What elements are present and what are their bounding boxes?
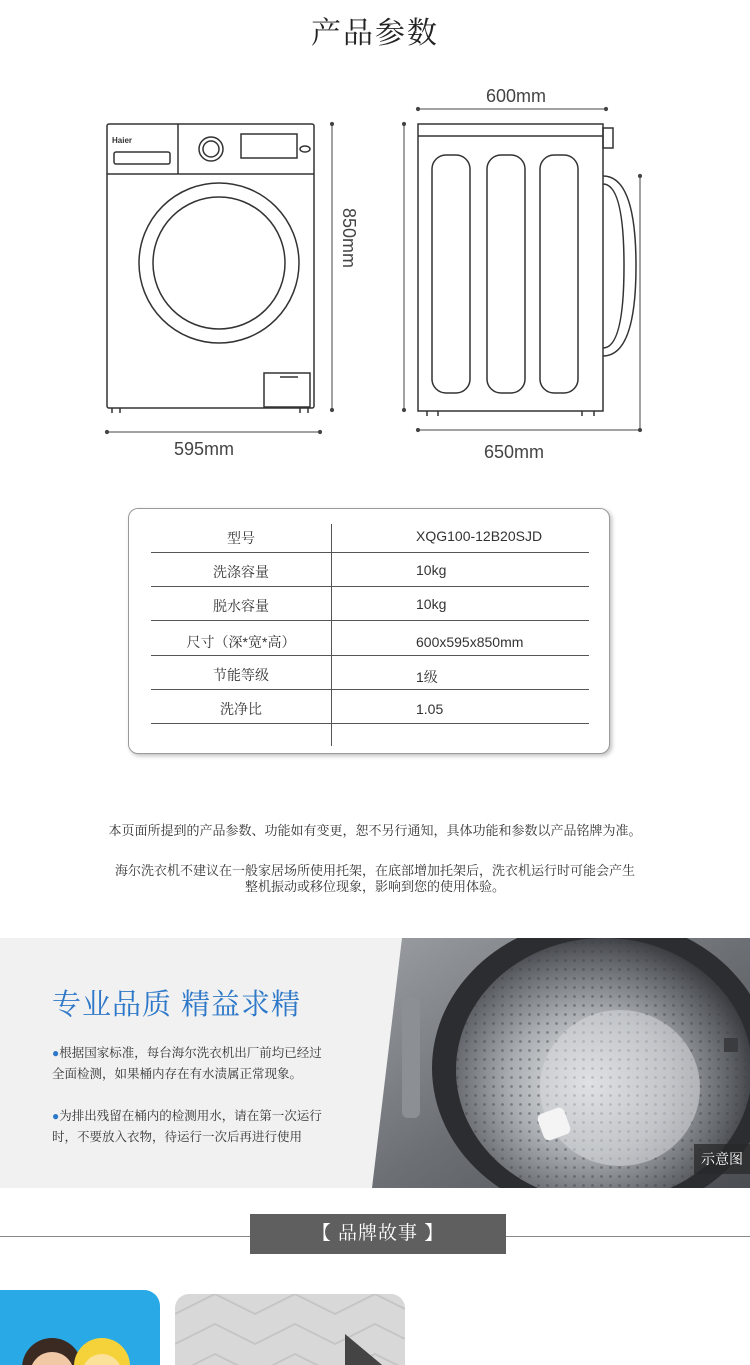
front-view-body (107, 124, 314, 408)
side-depth-bottom-label: 650mm (484, 442, 545, 462)
brand-card-pattern (175, 1294, 405, 1365)
spec-row (151, 587, 589, 621)
brand-story-label: 【 品牌故事 】 (250, 1214, 506, 1254)
photo-caption: 示意图 (694, 1144, 750, 1174)
spec-label: 脱水容量 (213, 598, 269, 614)
front-width-label: 595mm (174, 439, 235, 459)
page-title: 产品参数 (311, 17, 439, 50)
side-panel-3 (540, 155, 578, 393)
gray-pattern-image (175, 1294, 405, 1365)
filter-cover (264, 373, 310, 407)
quality-section (0, 938, 750, 1188)
side-door-profile (603, 176, 636, 356)
brand-logo: Haier (112, 136, 133, 145)
detergent-drawer (114, 152, 170, 164)
disclaimer-note: 本页面所提到的产品参数、功能如有变更，恕不另行通知，具体功能和参数以产品铭牌为准。 (108, 823, 642, 838)
spec-label: 洗涤容量 (213, 564, 269, 580)
spec-value: 10kg (416, 596, 447, 612)
drum-photo (372, 938, 750, 1188)
bullet-dot-icon: ● (52, 1046, 60, 1060)
spec-row (151, 656, 589, 690)
cartoon-characters-image (0, 1290, 160, 1365)
side-view-body (418, 124, 603, 411)
spec-row (151, 690, 589, 724)
bracket-note-line2: 整机振动或移位现象，影响到您的使用体验。 (244, 879, 505, 894)
spec-value: 600x595x850mm (416, 634, 524, 650)
quality-bullet-1: ●根据国家标准，每台海尔洗衣机出厂前均已经过 全面检测，如果桶内存在有水渍属正常现象。 (52, 1046, 322, 1081)
door-glass (153, 197, 285, 329)
bullet-dot-icon: ● (52, 1109, 60, 1123)
spec-label: 尺寸（深*宽*高） (186, 634, 296, 650)
quality-heading: 专业品质 精益求精 (52, 989, 302, 1021)
spec-row (151, 553, 589, 587)
spec-row (151, 519, 589, 553)
spec-value: 1级 (416, 669, 438, 685)
spec-table (128, 508, 610, 754)
brand-card-cartoon (0, 1290, 160, 1365)
display-panel (241, 134, 297, 158)
side-depth-top-label: 600mm (486, 86, 547, 106)
side-panel-2 (487, 155, 525, 393)
spec-row (151, 621, 589, 656)
height-label: 850mm (339, 208, 359, 269)
spec-value: 10kg (416, 562, 447, 578)
quality-bullet-2: ●为排出残留在桶内的检测用水，请在第一次运行 时，不要放入衣物，待运行一次后再进行使用 (52, 1109, 322, 1144)
spec-label: 节能等级 (213, 667, 269, 683)
spec-value: XQG100-12B20SJD (416, 528, 543, 544)
side-panel-1 (432, 155, 470, 393)
spec-label: 型号 (227, 530, 255, 546)
bracket-note-line1: 海尔洗衣机不建议在一般家居场所使用托架，在底部增加托架后，洗衣机运行时可能会产生 (114, 863, 635, 878)
door-outer-ring (139, 183, 299, 343)
dimension-diagram (0, 80, 750, 480)
spec-label: 洗净比 (220, 701, 262, 717)
spec-value: 1.05 (416, 701, 444, 717)
